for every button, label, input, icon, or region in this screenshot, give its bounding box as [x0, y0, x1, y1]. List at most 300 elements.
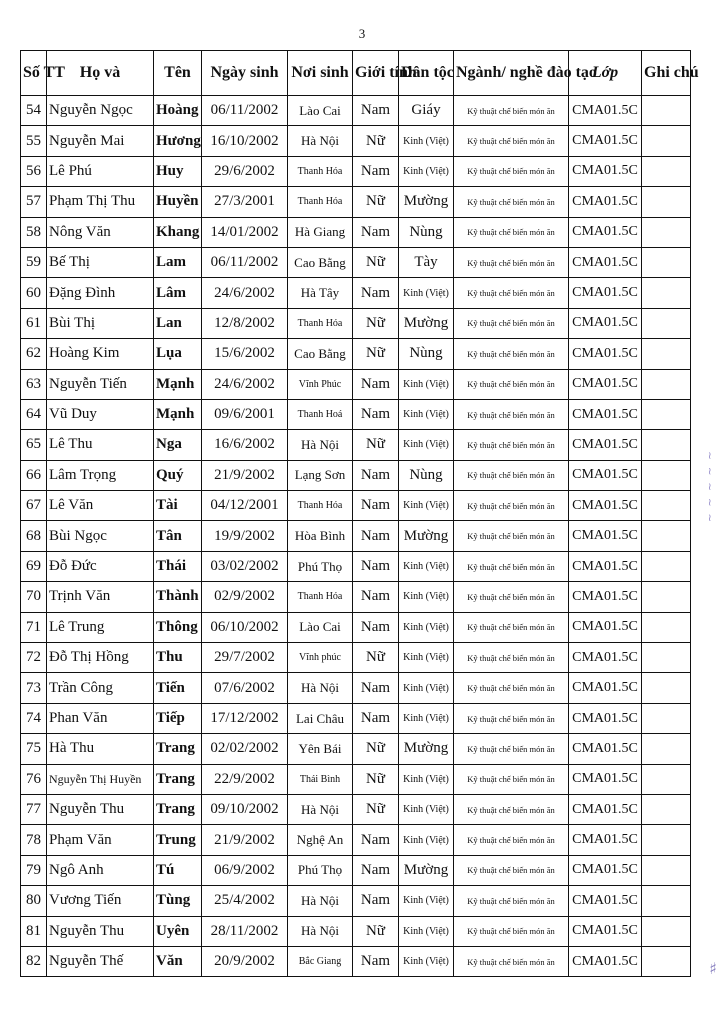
- cell-noi-sinh: Lào Cai: [288, 612, 353, 642]
- cell-gioi-tinh: Nam: [353, 96, 399, 126]
- cell-stt: 72: [21, 643, 47, 673]
- cell-ten: Trang: [154, 734, 202, 764]
- cell-ngay-sinh: 24/6/2002: [202, 278, 288, 308]
- cell-ten: Mạnh: [154, 399, 202, 429]
- cell-ngay-sinh: 29/6/2002: [202, 156, 288, 186]
- cell-ngay-sinh: 09/6/2001: [202, 399, 288, 429]
- cell-gioi-tinh: Nam: [353, 825, 399, 855]
- cell-ho-va: Bùi Thị: [47, 308, 154, 338]
- table-row: [21, 734, 691, 764]
- cell-ngay-sinh: 25/4/2002: [202, 886, 288, 916]
- cell-ho-va: Nguyễn Thị Huyền: [47, 764, 154, 794]
- cell-gioi-tinh: Nữ: [353, 764, 399, 794]
- cell-noi-sinh: Hà Nội: [288, 126, 353, 156]
- header-stt: Số TT: [21, 51, 47, 96]
- cell-stt: 73: [21, 673, 47, 703]
- cell-dan-toc: Tày: [399, 247, 454, 277]
- cell-dan-toc: Kinh (Việt): [399, 582, 454, 612]
- cell-noi-sinh: Hà Nội: [288, 794, 353, 824]
- cell-noi-sinh: Thanh Hóa: [288, 491, 353, 521]
- cell-ngay-sinh: 16/10/2002: [202, 126, 288, 156]
- cell-ngay-sinh: 21/9/2002: [202, 460, 288, 490]
- cell-nganh: Kỹ thuật chế biến món ăn: [454, 460, 569, 490]
- cell-dan-toc: Mường: [399, 855, 454, 885]
- cell-ngay-sinh: 06/10/2002: [202, 612, 288, 642]
- cell-ngay-sinh: 06/11/2002: [202, 96, 288, 126]
- cell-ghi-chu: [642, 369, 691, 399]
- cell-gioi-tinh: Nam: [353, 551, 399, 581]
- table-row: [21, 369, 691, 399]
- cell-ho-va: Phạm Văn: [47, 825, 154, 855]
- cell-ghi-chu: [642, 278, 691, 308]
- cell-lop: CMA01.5C: [569, 916, 642, 946]
- cell-stt: 63: [21, 369, 47, 399]
- cell-ten: Nga: [154, 430, 202, 460]
- cell-stt: 68: [21, 521, 47, 551]
- cell-noi-sinh: Thanh Hoá: [288, 399, 353, 429]
- cell-lop: CMA01.5C: [569, 734, 642, 764]
- header-nganh: Ngành/ nghề đào tạo: [454, 51, 569, 96]
- cell-nganh: Kỹ thuật chế biến món ăn: [454, 673, 569, 703]
- cell-stt: 60: [21, 278, 47, 308]
- cell-ho-va: Nguyễn Tiến: [47, 369, 154, 399]
- cell-nganh: Kỹ thuật chế biến món ăn: [454, 399, 569, 429]
- page-number: 3: [358, 26, 366, 41]
- cell-ho-va: Phạm Thị Thu: [47, 187, 154, 217]
- cell-ghi-chu: [642, 399, 691, 429]
- cell-ghi-chu: [642, 582, 691, 612]
- cell-nganh: Kỹ thuật chế biến món ăn: [454, 247, 569, 277]
- cell-stt: 70: [21, 582, 47, 612]
- cell-ten: Huy: [154, 156, 202, 186]
- cell-ghi-chu: [642, 217, 691, 247]
- cell-lop: CMA01.5C: [569, 399, 642, 429]
- cell-gioi-tinh: Nam: [353, 399, 399, 429]
- cell-ghi-chu: [642, 156, 691, 186]
- cell-ngay-sinh: 22/9/2002: [202, 764, 288, 794]
- cell-lop: CMA01.5C: [569, 247, 642, 277]
- cell-dan-toc: Kinh (Việt): [399, 278, 454, 308]
- header-gioi-tinh: Giới tính: [353, 51, 399, 96]
- cell-gioi-tinh: Nữ: [353, 794, 399, 824]
- cell-ghi-chu: [642, 430, 691, 460]
- cell-gioi-tinh: Nam: [353, 703, 399, 733]
- table-row: [21, 96, 691, 126]
- cell-dan-toc: Mường: [399, 308, 454, 338]
- cell-gioi-tinh: Nam: [353, 946, 399, 976]
- cell-nganh: Kỹ thuật chế biến món ăn: [454, 217, 569, 247]
- header-lop: Lớp: [569, 51, 642, 96]
- cell-nganh: Kỹ thuật chế biến món ăn: [454, 278, 569, 308]
- cell-stt: 74: [21, 703, 47, 733]
- margin-handwriting-mark: ~ ~ ~ ~ ~: [705, 449, 716, 523]
- cell-ghi-chu: [642, 916, 691, 946]
- cell-ho-va: Lê Phú: [47, 156, 154, 186]
- cell-noi-sinh: Hà Tây: [288, 278, 353, 308]
- cell-lop: CMA01.5C: [569, 886, 642, 916]
- table-row: [21, 764, 691, 794]
- cell-noi-sinh: Thanh Hóa: [288, 582, 353, 612]
- cell-stt: 66: [21, 460, 47, 490]
- cell-dan-toc: Nùng: [399, 217, 454, 247]
- cell-ghi-chu: [642, 734, 691, 764]
- cell-ten: Mạnh: [154, 369, 202, 399]
- header-ghi-chu: Ghi chú: [642, 51, 691, 96]
- cell-nganh: Kỹ thuật chế biến món ăn: [454, 369, 569, 399]
- cell-dan-toc: Kinh (Việt): [399, 399, 454, 429]
- cell-dan-toc: Kinh (Việt): [399, 491, 454, 521]
- cell-noi-sinh: Thanh Hóa: [288, 308, 353, 338]
- cell-ho-va: Bế Thị: [47, 247, 154, 277]
- table-row: [21, 126, 691, 156]
- cell-ghi-chu: [642, 855, 691, 885]
- cell-noi-sinh: Hà Nội: [288, 673, 353, 703]
- cell-ngay-sinh: 06/9/2002: [202, 855, 288, 885]
- cell-ten: Thái: [154, 551, 202, 581]
- margin-initial-mark: ♯: [709, 959, 717, 978]
- cell-dan-toc: Mường: [399, 187, 454, 217]
- cell-nganh: Kỹ thuật chế biến món ăn: [454, 96, 569, 126]
- cell-nganh: Kỹ thuật chế biến món ăn: [454, 551, 569, 581]
- cell-dan-toc: Mường: [399, 734, 454, 764]
- cell-ho-va: Lê Trung: [47, 612, 154, 642]
- cell-stt: 78: [21, 825, 47, 855]
- cell-lop: CMA01.5C: [569, 491, 642, 521]
- cell-gioi-tinh: Nam: [353, 217, 399, 247]
- cell-dan-toc: Kinh (Việt): [399, 673, 454, 703]
- cell-ho-va: Trịnh Văn: [47, 582, 154, 612]
- cell-lop: CMA01.5C: [569, 278, 642, 308]
- cell-ghi-chu: [642, 612, 691, 642]
- header-ngay-sinh: Ngày sinh: [202, 51, 288, 96]
- cell-ghi-chu: [642, 643, 691, 673]
- cell-lop: CMA01.5C: [569, 521, 642, 551]
- cell-ngay-sinh: 15/6/2002: [202, 339, 288, 369]
- table-row: [21, 521, 691, 551]
- table-row: [21, 399, 691, 429]
- cell-ho-va: Đỗ Đức: [47, 551, 154, 581]
- cell-gioi-tinh: Nữ: [353, 126, 399, 156]
- cell-ghi-chu: [642, 946, 691, 976]
- cell-stt: 59: [21, 247, 47, 277]
- table-row: [21, 339, 691, 369]
- cell-lop: CMA01.5C: [569, 308, 642, 338]
- cell-stt: 81: [21, 916, 47, 946]
- cell-ghi-chu: [642, 308, 691, 338]
- cell-ngay-sinh: 07/6/2002: [202, 673, 288, 703]
- cell-ho-va: Lâm Trọng: [47, 460, 154, 490]
- cell-ghi-chu: [642, 491, 691, 521]
- cell-ten: Lụa: [154, 339, 202, 369]
- cell-ho-va: Vương Tiến: [47, 886, 154, 916]
- cell-gioi-tinh: Nam: [353, 369, 399, 399]
- cell-stt: 69: [21, 551, 47, 581]
- cell-ho-va: Trần Công: [47, 673, 154, 703]
- cell-noi-sinh: Hà Nội: [288, 886, 353, 916]
- cell-stt: 61: [21, 308, 47, 338]
- cell-ten: Tùng: [154, 886, 202, 916]
- cell-ngay-sinh: 19/9/2002: [202, 521, 288, 551]
- cell-stt: 71: [21, 612, 47, 642]
- cell-ngay-sinh: 09/10/2002: [202, 794, 288, 824]
- cell-noi-sinh: Cao Bằng: [288, 339, 353, 369]
- cell-lop: CMA01.5C: [569, 764, 642, 794]
- table-row: [21, 582, 691, 612]
- cell-ten: Tiếp: [154, 703, 202, 733]
- cell-ten: Hương: [154, 126, 202, 156]
- cell-gioi-tinh: Nam: [353, 673, 399, 703]
- cell-noi-sinh: Bắc Giang: [288, 946, 353, 976]
- table-row: [21, 217, 691, 247]
- cell-ten: Huyền: [154, 187, 202, 217]
- cell-dan-toc: Nùng: [399, 339, 454, 369]
- cell-dan-toc: Kinh (Việt): [399, 825, 454, 855]
- cell-ghi-chu: [642, 825, 691, 855]
- cell-lop: CMA01.5C: [569, 551, 642, 581]
- cell-ten: Thu: [154, 643, 202, 673]
- cell-nganh: Kỹ thuật chế biến món ăn: [454, 825, 569, 855]
- cell-nganh: Kỹ thuật chế biến món ăn: [454, 794, 569, 824]
- cell-nganh: Kỹ thuật chế biến món ăn: [454, 855, 569, 885]
- cell-dan-toc: Kinh (Việt): [399, 551, 454, 581]
- table-row: [21, 460, 691, 490]
- cell-lop: CMA01.5C: [569, 460, 642, 490]
- cell-ngay-sinh: 28/11/2002: [202, 916, 288, 946]
- cell-lop: CMA01.5C: [569, 582, 642, 612]
- table-row: [21, 825, 691, 855]
- table-row: [21, 673, 691, 703]
- cell-noi-sinh: Thanh Hóa: [288, 156, 353, 186]
- cell-gioi-tinh: Nam: [353, 278, 399, 308]
- cell-ten: Lam: [154, 247, 202, 277]
- cell-noi-sinh: Vĩnh phúc: [288, 643, 353, 673]
- cell-lop: CMA01.5C: [569, 187, 642, 217]
- cell-lop: CMA01.5C: [569, 703, 642, 733]
- cell-nganh: Kỹ thuật chế biến món ăn: [454, 703, 569, 733]
- table-row: [21, 643, 691, 673]
- cell-ho-va: Đặng Đình: [47, 278, 154, 308]
- cell-gioi-tinh: Nam: [353, 156, 399, 186]
- table-row: [21, 794, 691, 824]
- cell-noi-sinh: Hòa Bình: [288, 521, 353, 551]
- cell-noi-sinh: Yên Bái: [288, 734, 353, 764]
- cell-lop: CMA01.5C: [569, 643, 642, 673]
- cell-ngay-sinh: 02/9/2002: [202, 582, 288, 612]
- cell-lop: CMA01.5C: [569, 339, 642, 369]
- cell-ngay-sinh: 21/9/2002: [202, 825, 288, 855]
- cell-ghi-chu: [642, 187, 691, 217]
- cell-noi-sinh: Lào Cai: [288, 96, 353, 126]
- cell-ten: Trang: [154, 764, 202, 794]
- cell-dan-toc: Mường: [399, 521, 454, 551]
- cell-nganh: Kỹ thuật chế biến món ăn: [454, 521, 569, 551]
- cell-stt: 55: [21, 126, 47, 156]
- cell-dan-toc: Kinh (Việt): [399, 612, 454, 642]
- table-row: [21, 247, 691, 277]
- cell-ngay-sinh: 20/9/2002: [202, 946, 288, 976]
- cell-ngay-sinh: 27/3/2001: [202, 187, 288, 217]
- cell-nganh: Kỹ thuật chế biến món ăn: [454, 187, 569, 217]
- cell-ho-va: Nguyễn Thế: [47, 946, 154, 976]
- cell-ngay-sinh: 03/02/2002: [202, 551, 288, 581]
- cell-ghi-chu: [642, 247, 691, 277]
- cell-dan-toc: Kinh (Việt): [399, 916, 454, 946]
- cell-lop: CMA01.5C: [569, 369, 642, 399]
- table-row: [21, 156, 691, 186]
- cell-ten: Uyên: [154, 916, 202, 946]
- cell-ten: Trang: [154, 794, 202, 824]
- cell-ngay-sinh: 06/11/2002: [202, 247, 288, 277]
- cell-lop: CMA01.5C: [569, 217, 642, 247]
- cell-ghi-chu: [642, 460, 691, 490]
- cell-dan-toc: Kinh (Việt): [399, 794, 454, 824]
- cell-stt: 62: [21, 339, 47, 369]
- cell-nganh: Kỹ thuật chế biến món ăn: [454, 734, 569, 764]
- cell-nganh: Kỹ thuật chế biến món ăn: [454, 916, 569, 946]
- cell-ho-va: Nguyễn Ngọc: [47, 96, 154, 126]
- cell-ten: Thành: [154, 582, 202, 612]
- cell-ngay-sinh: 12/8/2002: [202, 308, 288, 338]
- table-row: [21, 886, 691, 916]
- cell-nganh: Kỹ thuật chế biến món ăn: [454, 612, 569, 642]
- cell-lop: CMA01.5C: [569, 855, 642, 885]
- cell-stt: 64: [21, 399, 47, 429]
- cell-ho-va: Nguyễn Thu: [47, 794, 154, 824]
- cell-nganh: Kỹ thuật chế biến món ăn: [454, 430, 569, 460]
- table-body: [21, 96, 691, 977]
- cell-ho-va: Lê Thu: [47, 430, 154, 460]
- cell-noi-sinh: Lạng Sơn: [288, 460, 353, 490]
- cell-noi-sinh: Lai Châu: [288, 703, 353, 733]
- cell-ghi-chu: [642, 703, 691, 733]
- cell-noi-sinh: Phú Thọ: [288, 551, 353, 581]
- cell-dan-toc: Giáy: [399, 96, 454, 126]
- cell-stt: 56: [21, 156, 47, 186]
- cell-ho-va: Vũ Duy: [47, 399, 154, 429]
- cell-ten: Tú: [154, 855, 202, 885]
- cell-ten: Lan: [154, 308, 202, 338]
- cell-lop: CMA01.5C: [569, 126, 642, 156]
- cell-ho-va: Đỗ Thị Hồng: [47, 643, 154, 673]
- cell-gioi-tinh: Nữ: [353, 734, 399, 764]
- cell-ho-va: Phan Văn: [47, 703, 154, 733]
- header-dan-toc: Dân tộc: [399, 51, 454, 96]
- cell-dan-toc: Kinh (Việt): [399, 886, 454, 916]
- cell-ho-va: Nông Văn: [47, 217, 154, 247]
- cell-stt: 76: [21, 764, 47, 794]
- cell-lop: CMA01.5C: [569, 673, 642, 703]
- table-row: [21, 491, 691, 521]
- cell-ho-va: Lê Văn: [47, 491, 154, 521]
- cell-stt: 77: [21, 794, 47, 824]
- cell-nganh: Kỹ thuật chế biến món ăn: [454, 491, 569, 521]
- cell-ghi-chu: [642, 764, 691, 794]
- cell-lop: CMA01.5C: [569, 96, 642, 126]
- cell-dan-toc: Kinh (Việt): [399, 430, 454, 460]
- header-ho-va: Họ và: [47, 51, 154, 96]
- cell-ngay-sinh: 17/12/2002: [202, 703, 288, 733]
- cell-lop: CMA01.5C: [569, 156, 642, 186]
- table-row: [21, 430, 691, 460]
- cell-noi-sinh: Phú Thọ: [288, 855, 353, 885]
- table-row: [21, 551, 691, 581]
- header-ten: Tên: [154, 51, 202, 96]
- cell-ghi-chu: [642, 794, 691, 824]
- cell-ho-va: Hà Thu: [47, 734, 154, 764]
- cell-ho-va: Hoàng Kim: [47, 339, 154, 369]
- table-row: [21, 916, 691, 946]
- cell-ten: Tiến: [154, 673, 202, 703]
- cell-nganh: Kỹ thuật chế biến món ăn: [454, 643, 569, 673]
- cell-dan-toc: Nùng: [399, 460, 454, 490]
- cell-ten: Quý: [154, 460, 202, 490]
- cell-noi-sinh: Cao Bằng: [288, 247, 353, 277]
- cell-stt: 67: [21, 491, 47, 521]
- cell-noi-sinh: Thanh Hóa: [288, 187, 353, 217]
- cell-gioi-tinh: Nam: [353, 886, 399, 916]
- cell-stt: 58: [21, 217, 47, 247]
- cell-ten: Thông: [154, 612, 202, 642]
- cell-ho-va: Nguyễn Thu: [47, 916, 154, 946]
- cell-noi-sinh: Vĩnh Phúc: [288, 369, 353, 399]
- cell-nganh: Kỹ thuật chế biến món ăn: [454, 126, 569, 156]
- cell-ho-va: Bùi Ngọc: [47, 521, 154, 551]
- table-row: [21, 703, 691, 733]
- cell-ten: Tài: [154, 491, 202, 521]
- table-row: [21, 612, 691, 642]
- cell-ten: Hoàng: [154, 96, 202, 126]
- cell-nganh: Kỹ thuật chế biến món ăn: [454, 308, 569, 338]
- cell-ghi-chu: [642, 96, 691, 126]
- cell-ngay-sinh: 04/12/2001: [202, 491, 288, 521]
- cell-gioi-tinh: Nam: [353, 855, 399, 885]
- cell-noi-sinh: Hà Giang: [288, 217, 353, 247]
- cell-ten: Trung: [154, 825, 202, 855]
- cell-gioi-tinh: Nữ: [353, 430, 399, 460]
- cell-dan-toc: Kinh (Việt): [399, 946, 454, 976]
- cell-gioi-tinh: Nam: [353, 612, 399, 642]
- cell-gioi-tinh: Nữ: [353, 187, 399, 217]
- cell-ghi-chu: [642, 886, 691, 916]
- cell-nganh: Kỹ thuật chế biến món ăn: [454, 764, 569, 794]
- student-roster-table: [20, 50, 699, 977]
- cell-ngay-sinh: 14/01/2002: [202, 217, 288, 247]
- cell-stt: 80: [21, 886, 47, 916]
- cell-stt: 79: [21, 855, 47, 885]
- cell-ngay-sinh: 24/6/2002: [202, 369, 288, 399]
- cell-stt: 65: [21, 430, 47, 460]
- cell-ngay-sinh: 29/7/2002: [202, 643, 288, 673]
- cell-ghi-chu: [642, 673, 691, 703]
- cell-lop: CMA01.5C: [569, 946, 642, 976]
- cell-gioi-tinh: Nữ: [353, 339, 399, 369]
- cell-noi-sinh: Hà Nội: [288, 430, 353, 460]
- table-row: [21, 855, 691, 885]
- table-row: [21, 308, 691, 338]
- cell-ten: Khang: [154, 217, 202, 247]
- cell-ten: Tân: [154, 521, 202, 551]
- header-noi-sinh: Nơi sinh: [288, 51, 353, 96]
- cell-ten: Văn: [154, 946, 202, 976]
- cell-ten: Lâm: [154, 278, 202, 308]
- cell-ghi-chu: [642, 339, 691, 369]
- cell-dan-toc: Kinh (Việt): [399, 643, 454, 673]
- table-header-row: [21, 51, 691, 96]
- cell-nganh: Kỹ thuật chế biến món ăn: [454, 582, 569, 612]
- cell-ghi-chu: [642, 521, 691, 551]
- cell-ho-va: Nguyễn Mai: [47, 126, 154, 156]
- cell-dan-toc: Kinh (Việt): [399, 369, 454, 399]
